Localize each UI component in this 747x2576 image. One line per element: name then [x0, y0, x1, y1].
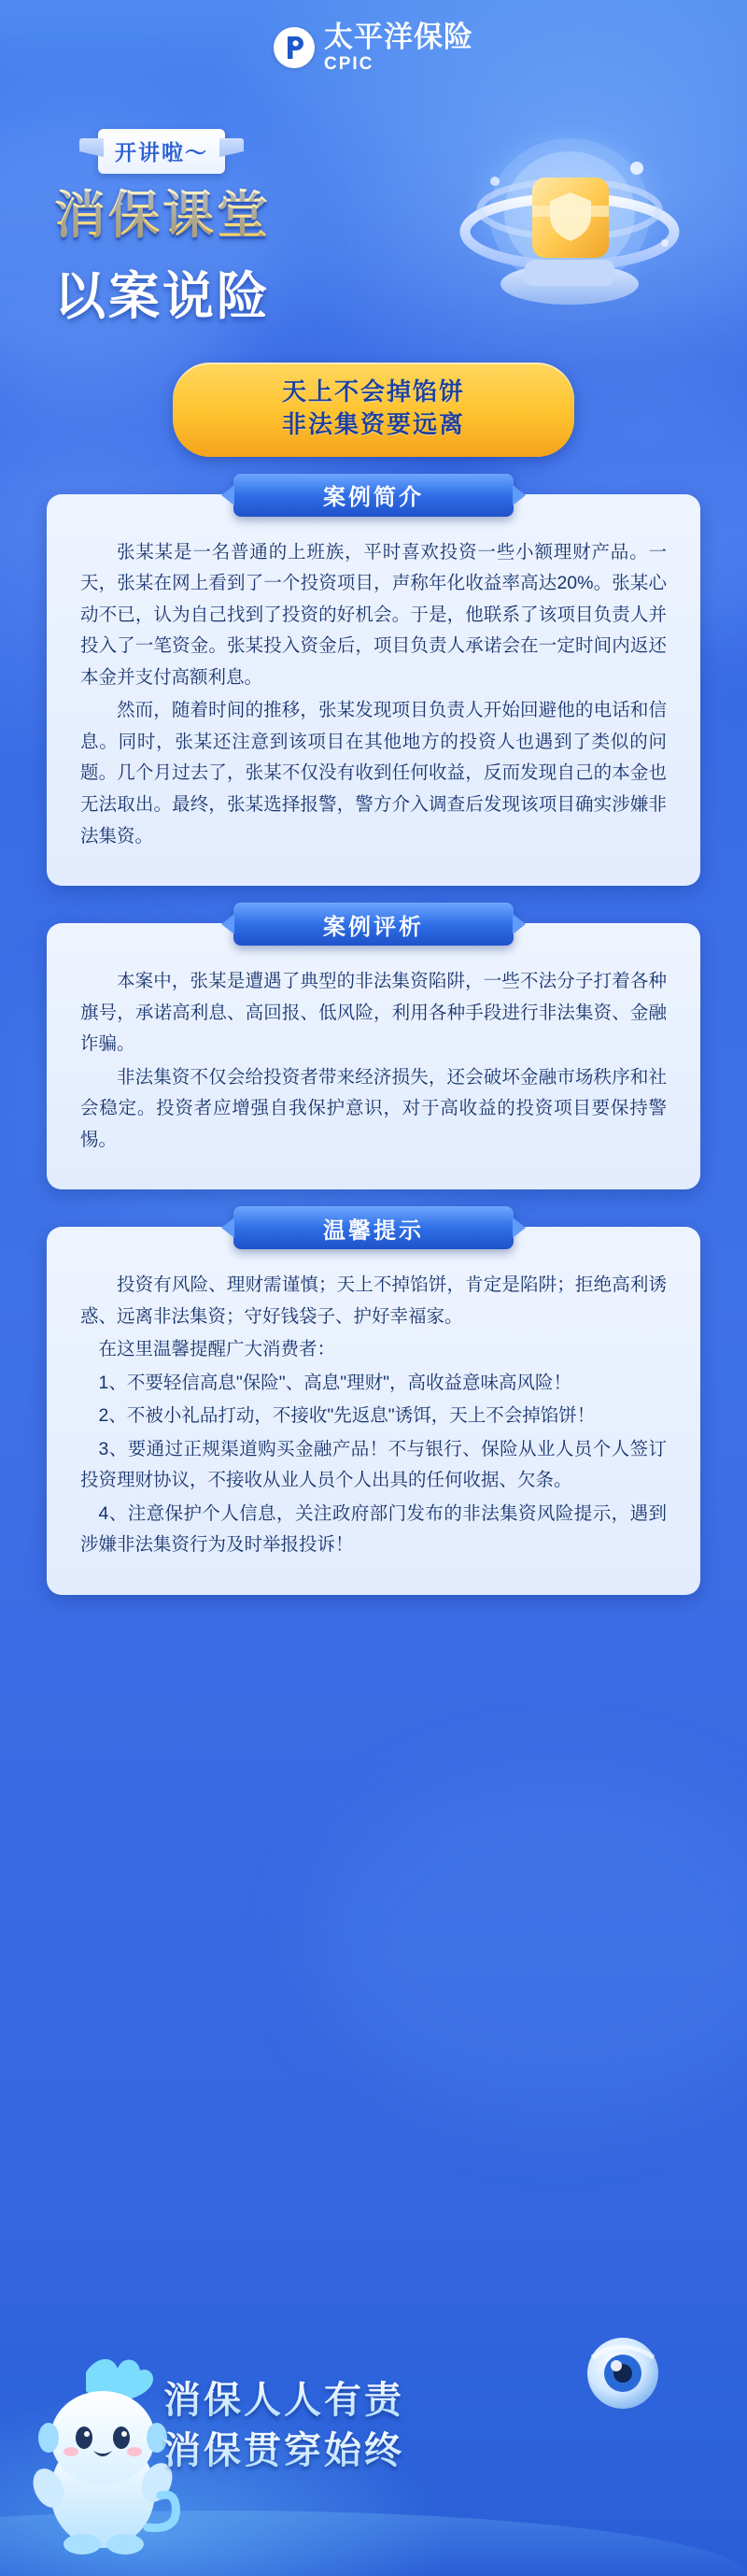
paragraph: 本案中，张某是遭遇了典型的非法集资陷阱，一些不法分子打着各种旗号，承诺高利息、高回报、低风险，利用各种手段进行非法集资、金融诈骗。 [80, 971, 667, 1055]
section-card-tips [47, 1217, 700, 1595]
paragraph: 然而，随着时间的推移，张某发现项目负责人开始回避他的电话和信息。同时，张某还注意到该项目在其他地方的投资人也遇到了类似的问题。几个月过去了，张某不仅没有收到任何收益，反而发现自己的本金也无法取出。最终，张某选择报警，警方介入调查后发现该项目确实涉嫌非法集资。 [80, 700, 667, 847]
decor-glow-4 [317, 1775, 747, 2112]
section-title-case-analysis: 案例评析 [233, 903, 514, 946]
hero-title-zone [0, 73, 747, 353]
footer-banner [0, 2296, 747, 2576]
paragraph: 非法集资不仅会给投资者带来经济损失，还会破坏金融市场秩序和社会稳定。投资者应增强自我保护意识，对于高收益的投资项目要保持警惕。 [80, 1066, 667, 1150]
ribbon-label: 开讲啦～ [98, 129, 225, 174]
cpic-p-logo-icon [274, 27, 315, 68]
brand-name-cn: 太平洋保险 [324, 21, 473, 53]
section-card-case-intro [47, 485, 700, 886]
tip-item: 1、不要轻信高息"保险"、高息"理财"，高收益意味高风险！ [98, 1372, 572, 1393]
footer-slogan-line1: 消保人人有责 [163, 2376, 404, 2427]
footer-slogan [163, 2376, 404, 2476]
section-card-case-analysis [47, 914, 700, 1189]
paragraph: 在这里温馨提醒广大消费者： [98, 1339, 336, 1360]
page-title [54, 174, 271, 329]
headline-line2: 非法集资要远离 [281, 410, 465, 439]
page-title-line2: 以案说险 [54, 267, 272, 325]
page-title-line1: 消保课堂 [54, 174, 271, 248]
section-title-case-intro: 案例简介 [233, 474, 514, 517]
tip-item: 2、不被小礼品打动，不接收"先返息"诱饵，天上不会掉馅饼！ [98, 1405, 596, 1427]
tip-item: 3、要通过正规渠道购买金融产品！不与银行、保险从业人员个人签订投资理财协议，不接收从业人员个人出具的任何收据、欠条。 [80, 1438, 667, 1491]
brand-logo [0, 0, 747, 73]
tip-item: 4、注意保护个人信息，关注政府部门发布的非法集资风险提示，遇到涉嫌非法集资行为及时举报投诉！ [80, 1502, 667, 1556]
brand-name-en: CPIC [324, 54, 374, 74]
headline-banner [173, 363, 574, 457]
paragraph: 张某某是一名普通的上班族，平时喜欢投资一些小额理财产品。一天，张某在网上看到了一个投资项目，声称年化收益率高达20%。张某心动不已，认为自己找到了投资的好机会。于是，他联系了该项目负责人并投入了一笔资金。张某投入资金后，项目负责人承诺会在一定时间内返还本金并支付高额利息。 [80, 541, 667, 688]
paragraph: 投资有风险、理财需谨慎；天上不掉馅饼，肯定是陷阱；拒绝高利诱惑、远离非法集资；守好钱袋子、护好幸福家。 [80, 1274, 667, 1327]
footer-slogan-line2: 消保贯穿始终 [163, 2427, 404, 2477]
headline-line1: 天上不会掉馅饼 [281, 377, 465, 406]
section-title-tips: 温馨提示 [233, 1206, 514, 1249]
eyeball-icon [583, 2333, 663, 2413]
trophy-shield-icon [428, 120, 708, 339]
